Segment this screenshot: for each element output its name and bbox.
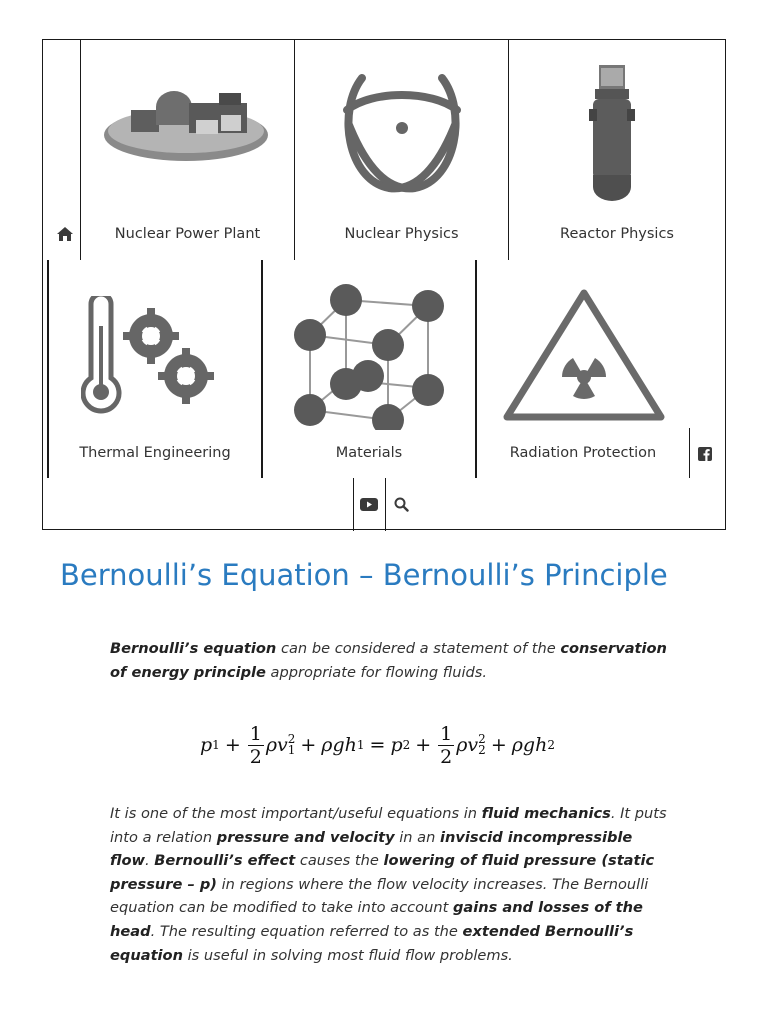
- youtube-icon: [360, 498, 378, 511]
- bernoulli-equation: p 1 + $\frac{1}{2}$ ρv 2 1 + ρgh 1 = p 2 + $\frac{1}{2}$ ρv 2 2 + ρgh 2: [200, 722, 555, 768]
- nav-menu: [42, 39, 726, 530]
- body-paragraph: It is one of the most important/useful equations in fluid mechanics. It puts into a relation pressure and velocity in an inviscid incompressible flow. Bernoulli’s effect causes the lowering of fluid pressure (static pressure – p) in regions where the flow velocity increases. The Bernoulli equation can be modified to take into account gains and losses of the head. The resulting equation referred to as the extended Bernoulli’s equation is useful in solving most fluid flow problems.: [110, 805, 667, 964]
- tile-label: Materials: [335, 445, 403, 461]
- tile-materials[interactable]: [263, 260, 475, 478]
- tile-label: Nuclear Power Plant: [114, 226, 261, 242]
- tile-label: Thermal Engineering: [79, 445, 231, 461]
- home-icon: [56, 226, 74, 242]
- tile-reactor-physics[interactable]: [509, 40, 725, 260]
- tile-radiation-protection[interactable]: [477, 260, 689, 478]
- home-link[interactable]: [51, 220, 79, 248]
- facebook-icon: [698, 447, 712, 461]
- facebook-link[interactable]: [693, 442, 717, 466]
- tile-thermal-engineering[interactable]: [49, 260, 261, 478]
- nuclear-power-plant-icon: [101, 85, 271, 170]
- tile-nuclear-power-plant[interactable]: [81, 40, 294, 260]
- search-button[interactable]: [389, 492, 413, 516]
- tile-label: Reactor Physics: [560, 226, 674, 242]
- youtube-link[interactable]: [356, 492, 382, 516]
- atom-icon: [327, 70, 477, 200]
- search-icon: [394, 497, 409, 512]
- intro-paragraph: Bernoulli’s equation can be considered a statement of the conservation of energy principle appropriate for flowing fluids.: [110, 640, 667, 681]
- page-title: Bernoulli’s Equation – Bernoulli’s Principle: [60, 558, 668, 592]
- crystal-lattice-icon: [288, 280, 448, 430]
- tile-label: Radiation Protection: [509, 445, 657, 461]
- reactor-vessel-icon: [587, 65, 637, 205]
- thermometer-gears-icon: [81, 296, 221, 416]
- radiation-warning-icon: [499, 285, 669, 425]
- tile-label: Nuclear Physics: [344, 226, 459, 242]
- tile-nuclear-physics[interactable]: [295, 40, 508, 260]
